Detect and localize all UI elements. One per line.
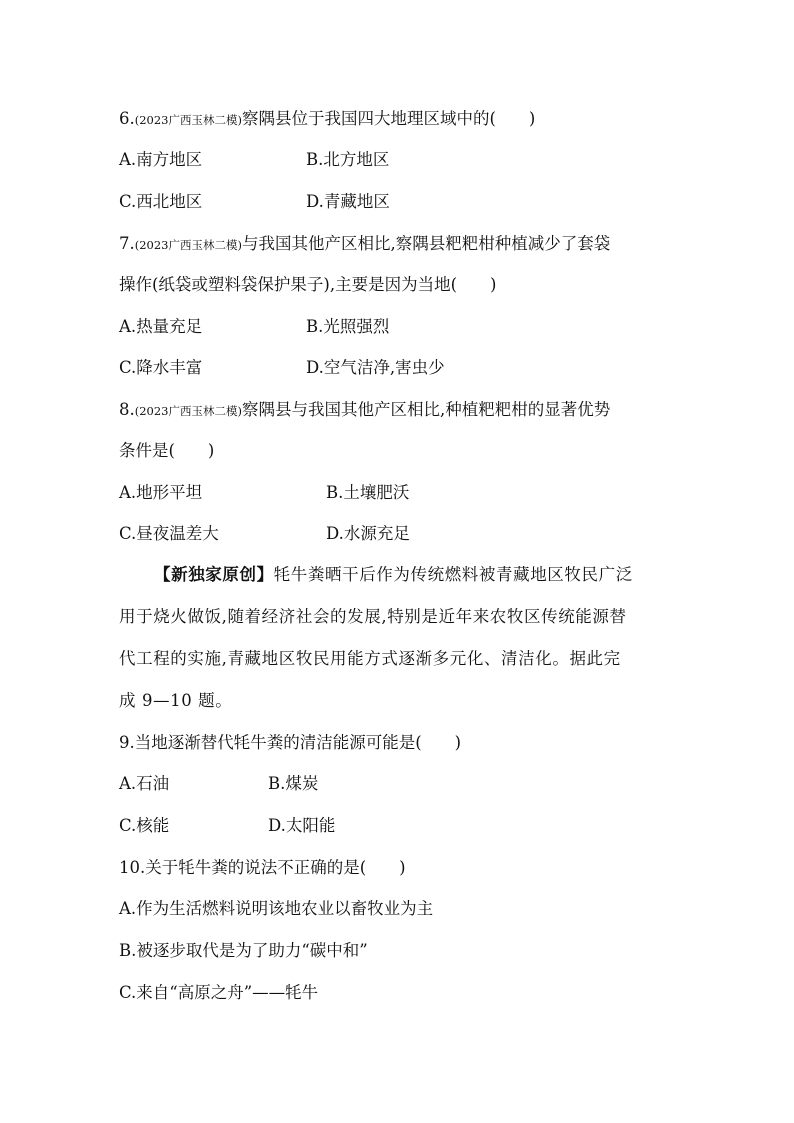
- passage-line2: 用于烧火做饭,随着经济社会的发展,特别是近年来农牧区传统能源替: [119, 607, 627, 626]
- option-a: A.地形平坦: [119, 483, 203, 502]
- option-a: A.热量充足: [119, 317, 203, 336]
- option-d: D.水源充足: [326, 524, 410, 543]
- question-7: [119, 233, 610, 256]
- question-source: (2023广西玉林二模): [134, 238, 242, 252]
- question-source: (2023广西玉林二模): [134, 404, 242, 418]
- passage-tag: 【新独家原创】: [154, 565, 274, 584]
- question-7-line2: 操作(纸袋或塑料袋保护果子),主要是因为当地( ): [119, 275, 497, 294]
- option-c: C.西北地区: [119, 192, 203, 211]
- option-c: C.核能: [119, 816, 170, 835]
- question-source: (2023广西玉林二模): [134, 113, 242, 127]
- option-d: D.空气洁净,害虫少: [306, 358, 445, 377]
- question-9: 9.当地逐渐替代牦牛粪的清洁能源可能是( ): [119, 733, 462, 752]
- option-a: A.石油: [119, 774, 170, 793]
- option-d: D.青藏地区: [306, 192, 390, 211]
- question-number: 6.: [119, 109, 135, 128]
- question-number: 7.: [119, 234, 135, 253]
- passage-text: 牦牛粪晒干后作为传统燃料被青藏地区牧民广泛: [273, 565, 633, 584]
- question-text-line1: 察隅县与我国其他产区相比,种植粑粑柑的显著优势: [242, 400, 611, 419]
- option-b: B.土壤肥沃: [326, 483, 410, 502]
- option-b: B.煤炭: [268, 774, 319, 793]
- option-b: B.被逐步取代是为了助力“碳中和”: [119, 941, 368, 960]
- question-number: 8.: [119, 400, 135, 419]
- question-6: [119, 108, 535, 131]
- passage-line4: 成 9—10 题。: [119, 691, 233, 710]
- question-8-line2: 条件是( ): [119, 441, 215, 460]
- question-8: [119, 399, 610, 422]
- option-a: A.南方地区: [119, 150, 203, 169]
- passage-line1: [154, 564, 633, 586]
- option-c: C.昼夜温差大: [119, 524, 219, 543]
- option-d: D.太阳能: [268, 816, 336, 835]
- question-10: 10.关于牦牛粪的说法不正确的是( ): [119, 858, 406, 877]
- option-b: B.光照强烈: [306, 317, 390, 336]
- question-text-line1: 与我国其他产区相比,察隅县粑粑柑种植减少了套袋: [242, 234, 611, 253]
- question-text: 察隅县位于我国四大地理区域中的( ): [242, 109, 536, 128]
- option-c: C.降水丰富: [119, 358, 203, 377]
- option-a: A.作为生活燃料说明该地农业以畜牧业为主: [119, 899, 434, 918]
- option-c: C.来自“高原之舟”——牦牛: [119, 983, 319, 1002]
- passage-line3: 代工程的实施,青藏地区牧民用能方式逐渐多元化、清洁化。据此完: [119, 649, 621, 668]
- option-b: B.北方地区: [306, 150, 390, 169]
